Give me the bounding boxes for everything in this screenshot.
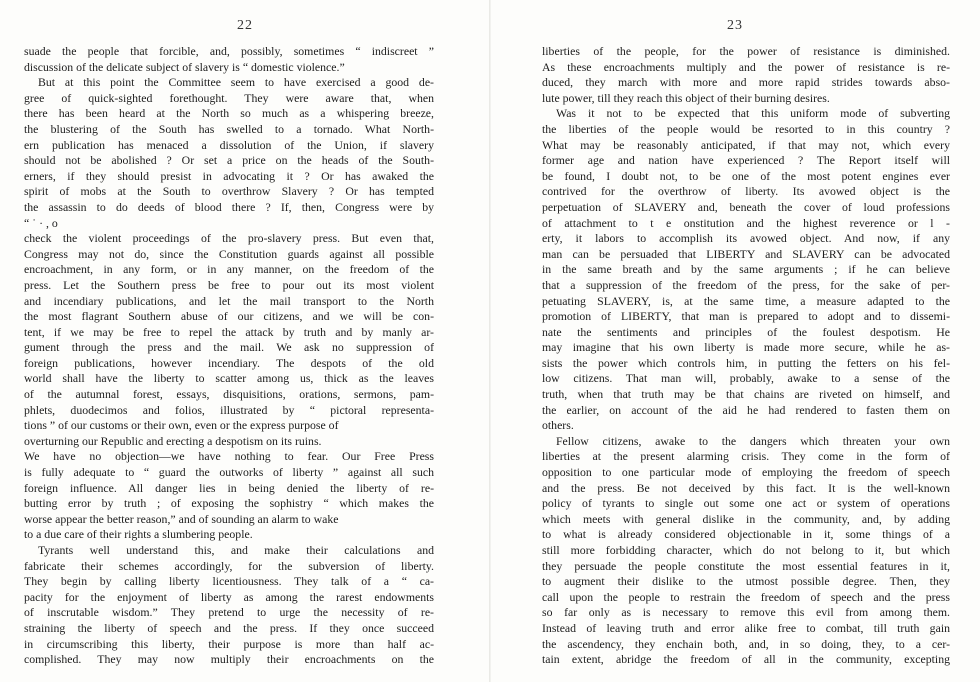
text-line: liberties of the people, for the power of resistance is diminished.	[542, 44, 950, 58]
text-line: phlets, duodecimos and folios, illustrated by “ pictoral representa-	[24, 402, 434, 417]
text-line: still more forbidding character, which do not belong to it, but which	[542, 543, 950, 557]
text-line: gument through the press and the mail. We ask no suppression of	[24, 340, 434, 355]
text-line: spirit of mobs at the South to overthrow Slavery ? Or has tempted	[24, 184, 434, 199]
text-line: But at this point the Committee seem to have exercised a good de-	[38, 75, 434, 90]
text-line: lute power, till they reach this object of their burning desires.	[542, 90, 830, 105]
text-line: of inscrutable wisdom.” They pretend to urge the necessity of re-	[24, 605, 434, 620]
text-line: complished. They may now multiply their encroachments on the	[24, 652, 434, 667]
text-line: sists the power which controls him, in putting the fetters on his fel-	[542, 355, 950, 370]
text-line: which meets with general dislike in the community, and, by adding	[542, 511, 950, 526]
text-line: erty, it labors to accomplish its avowed object. And now, if any	[542, 231, 950, 246]
text-line: that a suppression of the freedom of the press, for the sake of per-	[542, 277, 950, 292]
text-line: press. Let the Southern press be free to pour out its most violent	[24, 277, 434, 292]
text-line: to what is already considered objectionable in it, some things of a	[542, 527, 950, 542]
text-line: of the autumnal forest, essays, disquisitions, orations, sermons, pam-	[24, 387, 434, 402]
text-line: discussion of the delicate subject of slavery is “ domestic violence.”	[24, 59, 345, 74]
text-line: ern publication has menaced a dissolution of the Union, if slavery	[24, 137, 434, 152]
text-line: and the press. Be not deceived by this fact. It is the well-known	[542, 480, 950, 495]
text-line: suade the people that forcible, and, possibly, sometimes “ indiscreet ”	[24, 44, 434, 58]
text-line: As these encroachments multiply and the power of resistance is re-	[542, 59, 950, 74]
text-line: to a due care of their rights a slumbering people.	[24, 527, 253, 542]
text-line: Congress may not do, since the Constitution guards against all possible	[24, 246, 434, 261]
text-line: gree of quick-sighted forethought. They were aware that, when	[24, 90, 434, 105]
text-line: contrived for the overthrow of liberty. Its avowed object is the	[542, 184, 950, 199]
text-line: “ ˙ · , o	[24, 215, 58, 230]
text-line: erners, if they should presist in advocating it ? Or has awaked the	[24, 168, 434, 183]
text-line: opposition to one particular mode of employing the freedom of speech	[542, 465, 950, 480]
text-line: What may be reasonably anticipated, if that may not, which every	[542, 137, 950, 152]
text-line: of attachment to t e onstitution and the highest reverence or l -	[542, 215, 950, 230]
text-line: is fully adequate to “ guard the outworks of liberty ” against all such	[24, 465, 434, 480]
text-line: Was it not to be expected that this uniform mode of subverting	[556, 106, 950, 121]
text-line: They begin by calling liberty licentiousness. They talk of a “ ca-	[24, 574, 434, 589]
right-page	[490, 0, 980, 682]
text-line: to augment their dislike to the utmost possible degree. Then, they	[542, 574, 950, 589]
text-line: petuating SLAVERY, is, at the same time, a measure adapted to the	[542, 293, 950, 308]
text-line: Fellow citizens, awake to the dangers which threaten your own	[556, 433, 950, 448]
text-line: tent, if we may be free to repel the attack by truth and by manly ar-	[24, 324, 434, 339]
text-line: policy of tyrants to single out some one act or system of operations	[542, 496, 950, 511]
text-line: low citizens. That man will, probably, awake to a sense of the	[542, 371, 950, 386]
text-line: tions ” of our customs or their own, even or the express purpose of	[24, 418, 339, 433]
text-line: truth, when that truth may be that chains are riveted on himself, and	[542, 387, 950, 402]
text-line: the earlier, on account of the aid he had rendered to fasten them on	[542, 402, 950, 417]
text-line: fabricate their schemes accordingly, for the subversion of liberty.	[24, 558, 434, 573]
text-line: foreign publications, however incendiary. The despots of the old	[24, 355, 434, 370]
text-line: Tyrants well understand this, and make their calculations and	[38, 543, 434, 557]
text-line: be found, I doubt not, to be one of the most potent engines ever	[542, 168, 950, 183]
text-line: they persuade the people constitute the most essential features in it,	[542, 558, 950, 573]
text-line: so far only as is necessary to remove this evil from among them.	[542, 605, 950, 620]
text-line: the most flagrant Southern abuse of our citizens, and we will be con-	[24, 309, 434, 324]
text-line: nate the sentiments and principles of the foulest despotism. He	[542, 324, 950, 339]
page-number: 22	[237, 18, 253, 33]
text-line: others.	[542, 418, 574, 433]
text-line: worse appear the better reason,” and of sounding an alarm to wake	[24, 511, 339, 526]
text-line: straining the liberty of speech and the press. If they once succeed	[24, 620, 434, 635]
text-line: in circumscribing this liberty, their purpose is more than half ac-	[24, 636, 434, 651]
page-text	[542, 44, 950, 668]
text-line: the liberties of the people would be resorted to in this country ?	[542, 121, 950, 136]
text-line: and incendiary publications, and let the mail transport to the North	[24, 293, 434, 308]
text-line: there has been heard at the North so much as a whispering breeze,	[24, 106, 434, 121]
text-line: the ascendency, they enchain both, and, in so doing, they, to a cer-	[542, 636, 950, 651]
text-line: butting error by truth ; of exposing the sophistry “ which makes the	[24, 496, 434, 511]
text-line: the blustering of the South has swelled to a tornado. What North-	[24, 121, 434, 136]
text-line: should not be abolished ? Or set a price on the heads of the South-	[24, 153, 434, 168]
text-line: former age and nation have experienced ? The Report itself will	[542, 153, 950, 168]
text-line: Instead of leaving truth and error alike free to combat, till truth gain	[542, 620, 950, 635]
page-number: 23	[727, 18, 743, 33]
text-line: may imagine that his own liberty is made more secure, while he as-	[542, 340, 950, 355]
text-line: promotion of LIBERTY, that man is prepared to adopt and to dissemi-	[542, 309, 950, 324]
text-line: We have no objection—we have nothing to fear. Our Free Press	[24, 449, 434, 464]
text-line: world shall have the liberty to scatter among us, thick as the leaves	[24, 371, 434, 386]
text-line: check the violent proceedings of the pro-slavery press. But even that,	[24, 231, 434, 246]
text-line: in the same breath and by the same arguments ; if he can believe	[542, 262, 950, 277]
text-line: call upon the people to restrain the freedom of speech and the press	[542, 589, 950, 604]
page-text	[24, 44, 434, 668]
text-line: the assassin to do deeds of blood there ? If, then, Congress were by	[24, 199, 434, 214]
text-line: liberties at the present alarming crisis. They come in the form of	[542, 449, 950, 464]
text-line: foreign influence. All danger lies in being denied the liberty of re-	[24, 480, 434, 495]
text-line: tain extent, abridge the freedom of all in the community, excepting	[542, 652, 950, 667]
text-line: encroachment, in any form, or in any manner, on the freedom of the	[24, 262, 434, 277]
text-line: overturning our Republic and erecting a despotism on its ruins.	[24, 433, 322, 448]
text-line: duced, they march with more and more rapid strides towards abso-	[542, 75, 950, 90]
text-line: pacity for the enjoyment of liberty as among the rarest endowments	[24, 589, 434, 604]
text-line: man can be persuaded that LIBERTY and SLAVERY can be advocated	[542, 246, 950, 261]
text-line: perpetuation of SLAVERY and, beneath the cover of loud professions	[542, 199, 950, 214]
